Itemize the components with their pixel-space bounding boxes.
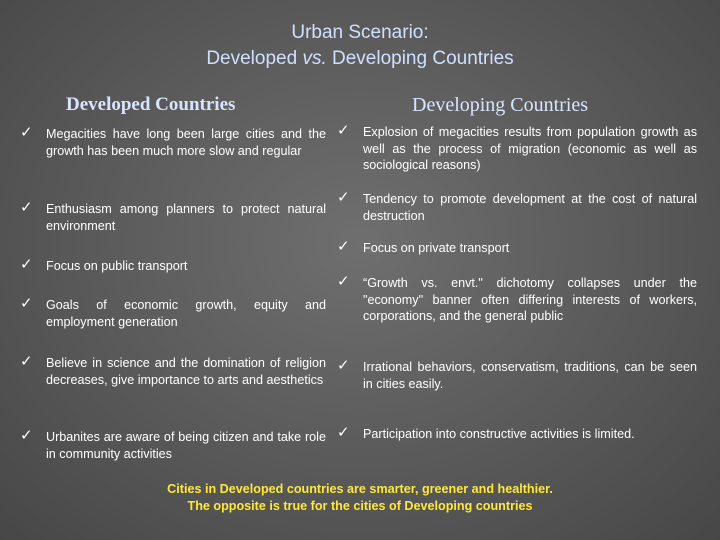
developed-item-6 [20,429,326,462]
developed-item-text: Focus on public transport [46,259,188,273]
developing-item-text: Focus on private transport [363,241,510,255]
developing-item-text: Participation into constructive activities is limited. [363,427,635,441]
checkmark-icon: ✓ [20,295,33,312]
developed-item-text: Enthusiasm among planners to protect natural environment [46,202,326,233]
developing-item-text: “Growth vs. envt." dichotomy collapses under the "economy" banner often differing interests of workers, corporations, and the general public [363,276,697,323]
checkmark-icon: ✓ [20,124,33,141]
checkmark-icon: ✓ [337,273,350,290]
developed-item-text: Believe in science and the domination of religion decreases, give importance to arts and aesthetics [46,356,326,387]
developed-item-2 [20,201,326,234]
checkmark-icon: ✓ [20,199,33,216]
developed-heading: Developed Countries [66,94,236,115]
developed-item-3 [20,258,326,275]
checkmark-icon: ✓ [337,357,350,374]
developing-item-text: Tendency to promote development at the cost of natural destruction [363,192,697,223]
developed-item-text: Goals of economic growth, equity and employment generation [46,298,326,329]
developing-item-3 [337,240,697,257]
footer-line-1: Cities in Developed countries are smarter, greener and healthier. [167,482,553,496]
developing-heading: Developing Countries [412,94,589,116]
developed-item-1 [20,126,326,159]
developing-item-1 [337,124,697,174]
checkmark-icon: ✓ [20,256,33,273]
title-line-2-end: Developing Countries [326,48,514,69]
checkmark-icon: ✓ [337,122,350,139]
title-line-2 [0,46,720,72]
footer-line-2: The opposite is true for the cities of Developing countries [187,499,533,513]
title-line-2-start: Developed [206,48,303,69]
developed-item-5 [20,355,326,388]
developing-item-6 [337,426,697,443]
title-line-1: Urban Scenario: [291,22,429,43]
checkmark-icon: ✓ [337,238,350,255]
checkmark-icon: ✓ [20,427,33,444]
developing-item-5 [337,359,697,392]
slide-title [0,20,720,72]
title-vs: vs. [302,48,327,69]
developed-item-4 [20,297,326,330]
developed-item-text: Megacities have long been large cities and the growth has been much more slow and regular [46,127,326,158]
conclusion-footer [0,481,720,515]
developing-item-4 [337,275,697,325]
checkmark-icon: ✓ [337,424,350,441]
developing-item-text: Explosion of megacities results from population growth as well as the process of migration (economic as well as sociological reasons) [363,125,697,172]
checkmark-icon: ✓ [20,353,33,370]
developed-item-text: Urbanites are aware of being citizen and take role in community activities [46,430,326,461]
developing-item-text: Irrational behaviors, conservatism, traditions, can be seen in cities easily. [363,360,697,391]
developing-item-2 [337,191,697,224]
checkmark-icon: ✓ [337,189,350,206]
